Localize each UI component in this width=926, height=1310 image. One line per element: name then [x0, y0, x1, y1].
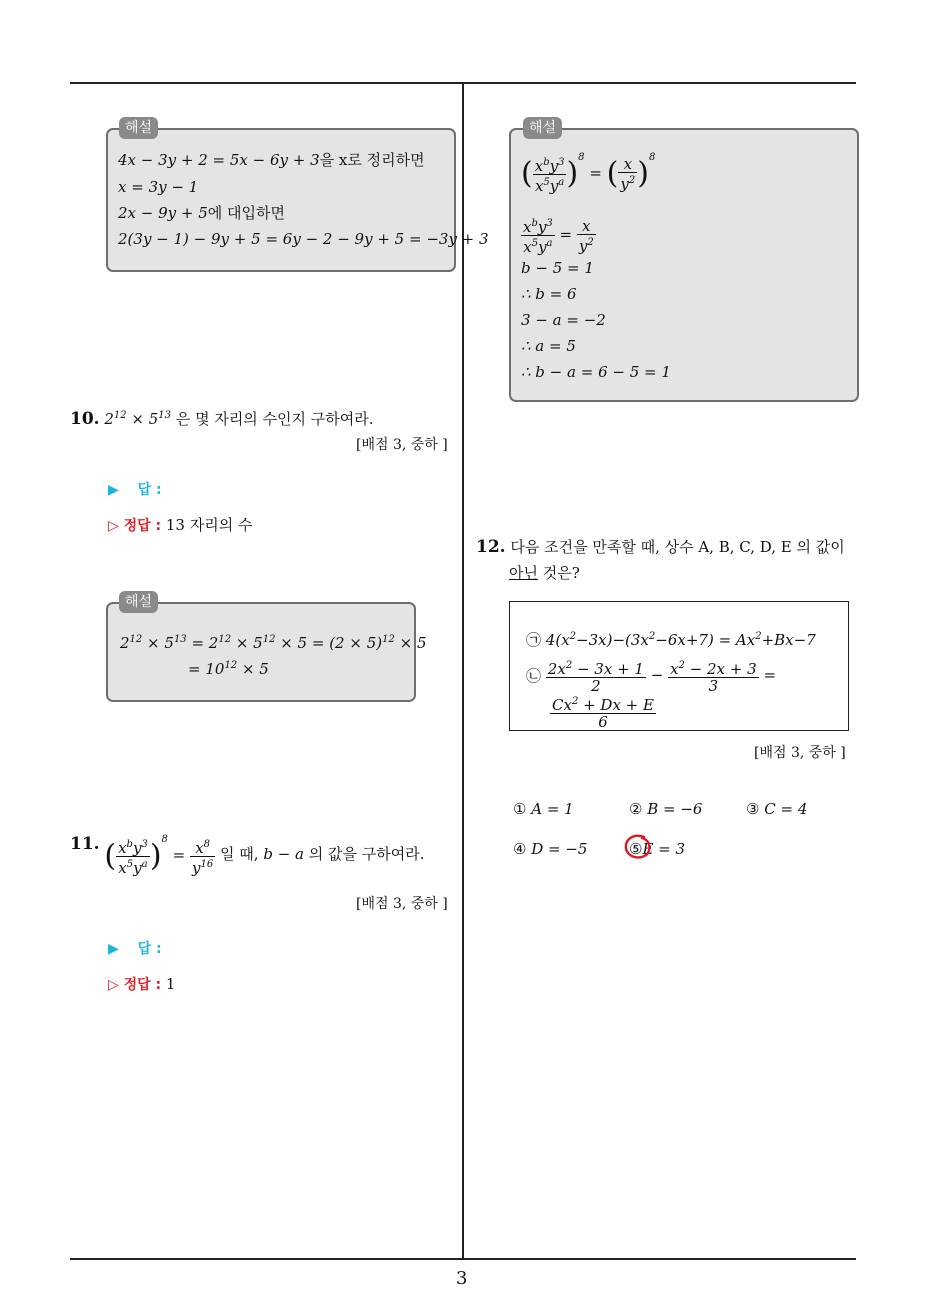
solution-11-line-3: b − 5 = 1 [521, 259, 594, 277]
solution-10-line-1: $2^{12} \times 5^{13} = 2^{12} \times 5^{12} \times 5 = (2 \times 5)^{12} \times 5$ [120, 634, 427, 652]
solution-11-line-7: ∴ b − a = 6 − 5 = 1 [521, 363, 671, 381]
question-10-correct-label: 정답 : [123, 518, 162, 534]
question-11-text2: 의 값을 구하여라. [308, 844, 425, 863]
solution-10-line-2: = $10^{12} \times 5$ [188, 660, 269, 678]
question-10-text: 은 몇 자리의 수인지 구하여라. [175, 410, 374, 428]
question-10-correct-value: 13 자리의 수 [165, 516, 253, 534]
solution-9-line-2: x = 3y − 1 [118, 178, 199, 196]
column-divider [462, 84, 464, 1259]
bottom-rule [70, 1258, 856, 1260]
question-11 [70, 834, 425, 876]
question-11-text: 일 때, [220, 844, 259, 863]
question-12-underlined: 아닌 [509, 564, 538, 582]
choice-3[interactable]: ③ C = 4 [746, 800, 808, 818]
choice-4[interactable]: ④ D = −5 [513, 840, 588, 858]
solution-9-line-1: 4x − 3y + 2 = 5x − 6y + 3을 x로 정리하면 [118, 151, 425, 169]
solution-box-11 [509, 128, 859, 402]
question-11-expression: ( $\frac{x^by^3}{x^5y^a}$ )$^8$ = $\frac{x^8}{y^{16}}$ [104, 834, 214, 877]
question-10-answer-row [108, 479, 162, 500]
answer-arrow-icon: ▶ [108, 482, 119, 498]
question-11-answer-label: 답 : [137, 941, 162, 957]
question-10-answer-label: 답 : [137, 482, 162, 498]
question-10 [70, 406, 374, 429]
question-11-target: b − a [263, 844, 304, 863]
condition-1: ㉠ $4(x^2-3x)-(3x^2-6x+7) = Ax^2+Bx-7$ [526, 631, 816, 649]
question-10-number: 10. [70, 409, 100, 429]
question-11-correct-row [108, 974, 175, 995]
question-10-expression: $2^{12} \times 5^{13}$ [104, 410, 172, 428]
choice-1[interactable]: ① A = 1 [513, 800, 574, 818]
question-12-number: 12. [476, 537, 506, 557]
condition-2-rhs: $\frac{Cx^2 + Dx + E}{6}$ [552, 696, 654, 731]
question-11-correct-value: 1 [165, 975, 176, 993]
question-10-correct-row [108, 515, 252, 536]
choice-2[interactable]: ② B = −6 [629, 800, 703, 818]
condition-box [509, 601, 849, 731]
answer-arrow-icon: ▶ [108, 941, 119, 957]
question-12-text: 다음 조건을 만족할 때, 상수 A, B, C, D, E 의 값이 [510, 538, 845, 556]
solution-11-line-2: $\frac{x^by^3}{x^5y^a}$ = $\frac{x}{y^2}$ [523, 216, 594, 256]
question-10-score: [배점 3, 중하 ] [356, 437, 448, 453]
solution-11-line-6: ∴ a = 5 [521, 337, 576, 355]
solution-9-line-4: 2(3y − 1) − 9y + 5 = 6y − 2 − 9y + 5 = −3y + 3 [118, 230, 489, 248]
solution-11-line-5: 3 − a = −2 [521, 311, 606, 329]
selected-answer-circle-icon [622, 832, 654, 862]
solution-tag-10: 해설 [119, 591, 158, 613]
solution-11-line-4: ∴ b = 6 [521, 285, 577, 303]
question-11-score: [배점 3, 중하 ] [356, 896, 448, 912]
question-11-number: 11. [70, 834, 100, 854]
question-12-score: [배점 3, 중하 ] [754, 745, 846, 761]
choice-5[interactable]: ⑤E = 3 [629, 840, 686, 858]
page-number: 3 [456, 1268, 468, 1289]
solution-box-9 [106, 128, 489, 272]
condition-2: ㉡ $\frac{2x^2 - 3x + 1}{2}$ − $\frac{x^2 - 2x + 3}{3}$ = [526, 660, 777, 695]
correct-arrow-icon: ▷ [108, 977, 119, 993]
solution-box-10 [106, 602, 427, 702]
question-11-correct-label: 정답 : [123, 977, 162, 993]
correct-arrow-icon: ▷ [108, 518, 119, 534]
solution-11-line-1: ( $\frac{x^by^3}{x^5y^a}$ )$^8$ = ( $\frac{x}{y^2}$ )$^8$ [521, 152, 656, 195]
solution-tag-9: 해설 [119, 117, 158, 139]
question-12-line-2: 아닌 것은? [509, 564, 580, 582]
solution-9-line-3: 2x − 9y + 5에 대입하면 [118, 204, 285, 222]
question-12-line-1 [476, 537, 845, 557]
solution-tag-11: 해설 [523, 117, 562, 139]
question-11-answer-row [108, 938, 162, 959]
